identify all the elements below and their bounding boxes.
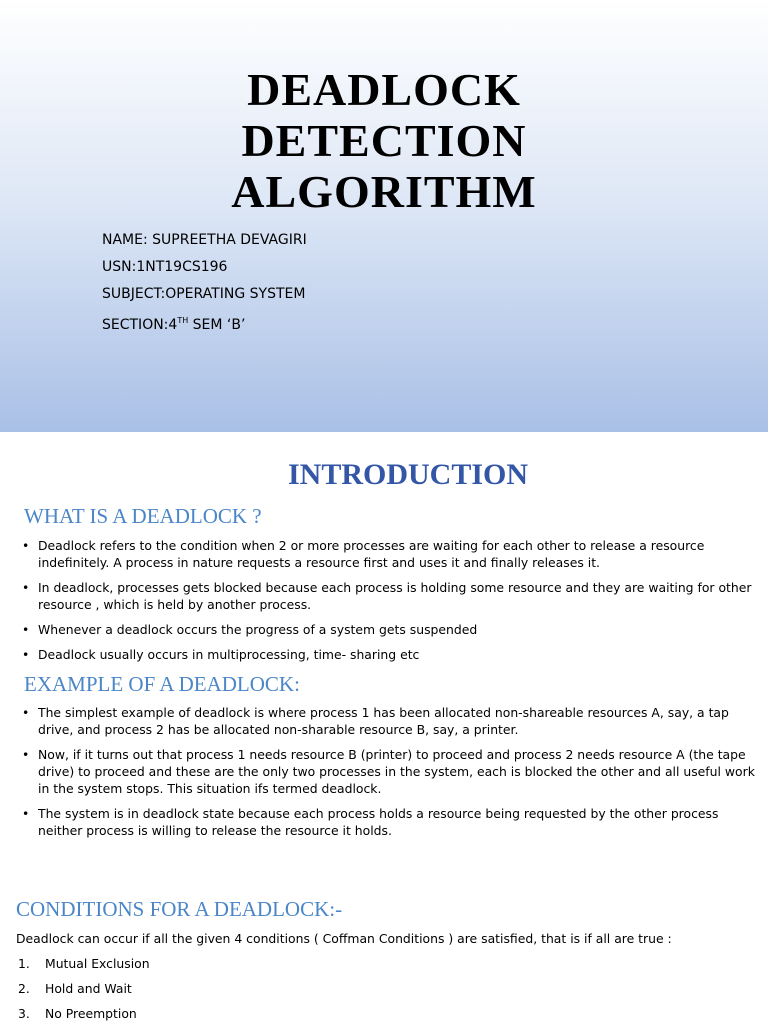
section-prefix: SECTION:4 — [102, 317, 178, 333]
list-item: 2. Hold and Wait — [18, 981, 132, 996]
author-subject: SUBJECT:OPERATING SYSTEM — [102, 286, 306, 302]
bullet-item: • Deadlock refers to the condition when 2 or more processes are waiting for each other to release a resource indefinitely. A process in nature requests a resource first and uses it and finally releases it. — [22, 538, 705, 570]
bullet-item: • The system is in deadlock state because each process holds a resource being requested by the other process neither process is willing to release the resource it holds. — [22, 806, 719, 838]
title-line-3: ALGORITHM — [231, 166, 537, 217]
conditions-heading: CONDITIONS FOR A DEADLOCK:- — [16, 897, 343, 921]
section-superscript: TH — [177, 316, 189, 325]
list-item: 3. No Preemption — [18, 1006, 137, 1021]
introduction-heading: INTRODUCTION — [287, 458, 529, 491]
bullet-dot-icon: • — [22, 538, 30, 553]
author-name: NAME: SUPREETHA DEVAGIRI — [102, 232, 307, 248]
bullet-item: • In deadlock, processes gets blocked because each process is holding some resource and they are waiting for other resource , which is held by another process. — [22, 580, 752, 612]
author-info — [102, 230, 307, 338]
bullet-item: • The simplest example of deadlock is where process 1 has been allocated non-shareable resources A, say, a tap drive, and process 2 has be allocated non-sharable resource B, say, a printer. — [22, 705, 729, 737]
what-is-deadlock-heading: WHAT IS A DEADLOCK ? — [24, 504, 262, 528]
example-bullets — [22, 704, 758, 847]
introduction-slide — [0, 432, 768, 1024]
author-usn: USN:1NT19CS196 — [102, 259, 228, 275]
bullet-dot-icon: • — [22, 622, 30, 637]
section-suffix: SEM ‘B’ — [188, 317, 246, 333]
bullet-dot-icon: • — [22, 647, 30, 662]
title-line-2: DETECTION — [241, 115, 527, 166]
what-bullets — [22, 537, 758, 671]
bullet-item: • Whenever a deadlock occurs the progress of a system gets suspended — [22, 622, 478, 637]
title-line-1: DEADLOCK — [247, 64, 521, 115]
bullet-item: • Now, if it turns out that process 1 needs resource B (printer) to proceed and process 2 needs resource A (the tape drive) to proceed and these are the only two processes in the system, each is blocked the other and all useful work in the system stops. This situation ifs termed deadlock. — [22, 747, 755, 796]
author-section — [102, 311, 307, 338]
bullet-dot-icon: • — [22, 806, 30, 821]
example-heading: EXAMPLE OF A DEADLOCK: — [24, 672, 300, 696]
list-item: 1. Mutual Exclusion — [18, 956, 150, 971]
bullet-dot-icon: • — [22, 747, 30, 762]
conditions-intro: Deadlock can occur if all the given 4 conditions ( Coffman Conditions ) are satisfied, that is if all are true : — [16, 931, 672, 946]
slide-title — [0, 64, 768, 217]
conditions-list — [18, 955, 150, 1030]
title-slide — [0, 0, 768, 432]
bullet-dot-icon: • — [22, 705, 30, 720]
bullet-dot-icon: • — [22, 580, 30, 595]
bullet-item: • Deadlock usually occurs in multiprocessing, time- sharing etc — [22, 647, 420, 662]
